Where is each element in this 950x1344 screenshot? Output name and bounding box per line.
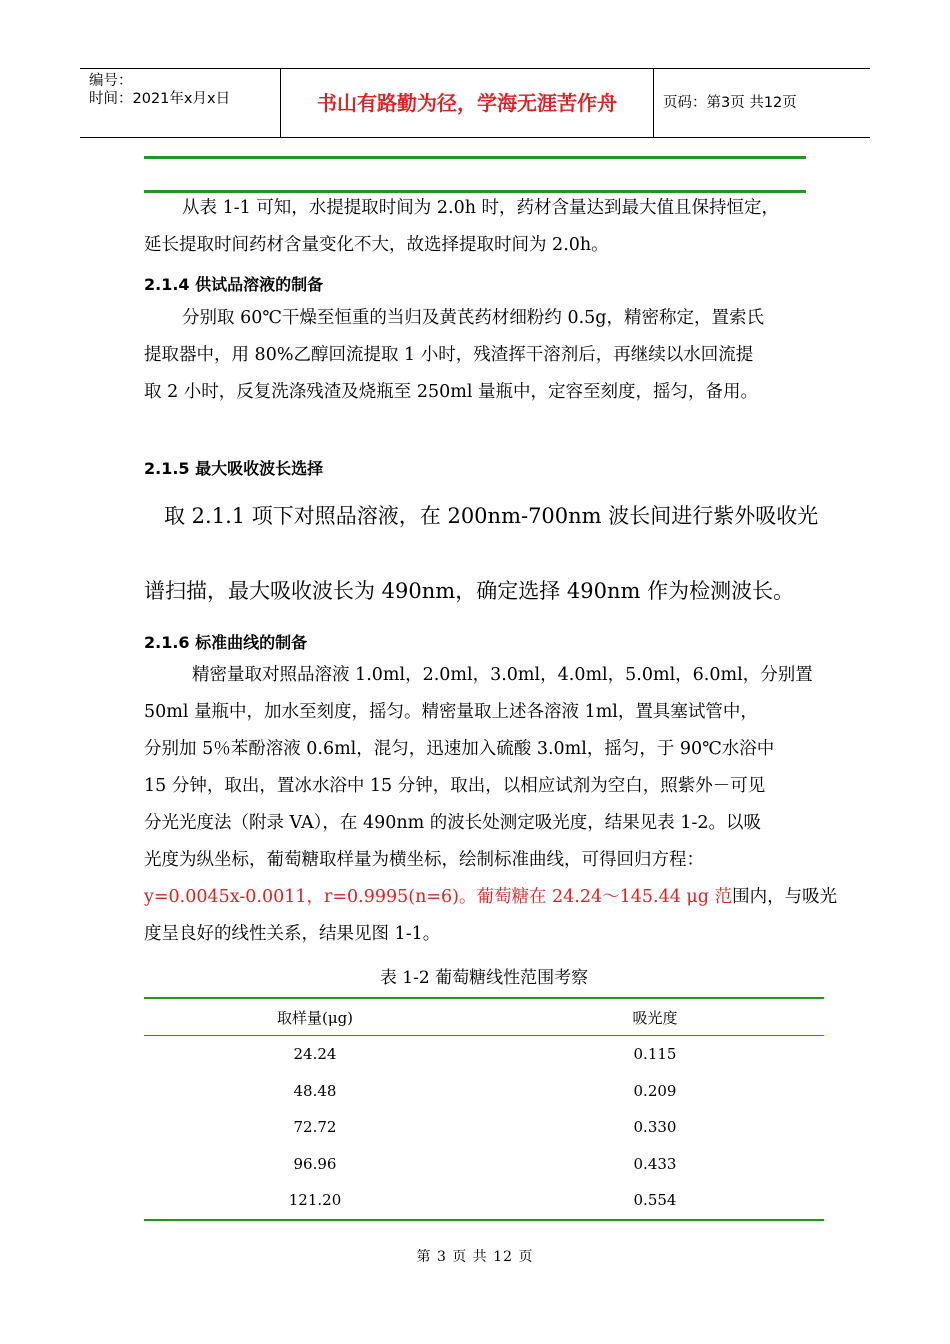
header-meta bbox=[80, 69, 281, 137]
table-cell: 48.48 bbox=[293, 1081, 337, 1100]
table-row bbox=[144, 1109, 824, 1146]
table-cell: 0.209 bbox=[633, 1081, 677, 1100]
table-row bbox=[144, 1146, 824, 1183]
column-header-sample-amount: 取样量(μg) bbox=[144, 998, 486, 1036]
heading-2-1-4: 2.1.4 供试品溶液的制备 bbox=[144, 275, 324, 294]
table-cell: 96.96 bbox=[293, 1154, 337, 1173]
table-cell: 0.115 bbox=[633, 1045, 677, 1064]
page-header bbox=[80, 68, 870, 138]
text-line: 15 分钟，取出，置冰水浴中 15 分钟，取出，以相应试剂为空白，照紫外－可见 bbox=[144, 776, 766, 796]
table-cell: 0.433 bbox=[633, 1154, 677, 1173]
text-line: 度呈良好的线性关系，结果见图 1-1。 bbox=[144, 924, 441, 944]
table-cell: 24.24 bbox=[293, 1045, 337, 1064]
text-fragment: 围内，与吸光 bbox=[732, 887, 838, 907]
text-line: 50ml 量瓶中，加水至刻度，摇匀。精密量取上述各溶液 1ml，置具塞试管中， bbox=[144, 702, 758, 722]
text-line: 分别加 5％苯酚溶液 0.6ml，混匀，迅速加入硫酸 3.0ml，摇匀，于 90℃水浴中 bbox=[144, 739, 775, 759]
regression-equation: y=0.0045x-0.0011，r=0.9995(n=6)。葡萄糖在 24.24～145.44 μg 范 bbox=[144, 887, 733, 907]
glucose-linearity-table bbox=[144, 997, 824, 1221]
table-cell: 121.20 bbox=[144, 1182, 486, 1220]
table-row bbox=[144, 1073, 824, 1110]
text-line bbox=[144, 879, 838, 916]
text-line: 分光光度法（附录 VA），在 490nm 的波长处测定吸光度，结果见表 1-2。以吸 bbox=[144, 813, 762, 833]
text-line-large: 取 2.1.1 项下对照品溶液，在 200nm-700nm 波长间进行紫外吸收光 bbox=[164, 504, 819, 528]
paragraph-sample-prep bbox=[144, 300, 824, 411]
column-header-absorbance: 吸光度 bbox=[486, 998, 824, 1036]
table-row bbox=[144, 1182, 824, 1220]
table-header-row bbox=[144, 998, 824, 1036]
text-line: 延长提取时间药材含量变化不大，故选择提取时间为 2.0h。 bbox=[144, 235, 609, 255]
header-page-info: 页码：第3页 共12页 bbox=[663, 95, 797, 111]
heading-2-1-5: 2.1.5 最大吸收波长选择 bbox=[144, 459, 324, 478]
text-line: 取 2 小时，反复洗涤残渣及烧瓶至 250ml 量瓶中，定容至刻度，摇匀，备用。 bbox=[144, 382, 758, 402]
text-line: 精密量取对照品溶液 1.0ml，2.0ml，3.0ml，4.0ml，5.0ml，6.0ml，分别置 bbox=[192, 665, 813, 685]
green-divider-top bbox=[144, 156, 806, 159]
table-row bbox=[144, 1036, 824, 1073]
table-cell: 0.554 bbox=[486, 1182, 824, 1220]
code-label: 编号： bbox=[89, 73, 133, 89]
page-footer: 第 3 页 共 12 页 bbox=[416, 1249, 534, 1265]
table-cell: 0.330 bbox=[633, 1118, 677, 1137]
table-cell: 72.72 bbox=[293, 1118, 337, 1137]
paragraph-extraction-time bbox=[144, 190, 824, 264]
text-line: 光度为纵坐标，葡萄糖取样量为横坐标，绘制标准曲线，可得回归方程： bbox=[144, 850, 704, 870]
text-line: 从表 1-1 可知，水提提取时间为 2.0h 时，药材含量达到最大值且保持恒定， bbox=[182, 198, 780, 218]
text-line: 提取器中，用 80%乙醇回流提取 1 小时，残渣挥干溶剂后，再继续以水回流提 bbox=[144, 345, 754, 365]
heading-2-1-6: 2.1.6 标准曲线的制备 bbox=[144, 633, 308, 652]
date-label: 时间：2021年x月x日 bbox=[89, 91, 231, 107]
table-caption: 表 1-2 葡萄糖线性范围考察 bbox=[379, 968, 589, 988]
text-line: 分别取 60℃干燥至恒重的当归及黄芪药材细粉约 0.5g，精密称定，置索氏 bbox=[182, 308, 765, 328]
paragraph-standard-curve bbox=[144, 657, 838, 953]
header-motto: 书山有路勤为径，学海无涯苦作舟 bbox=[281, 69, 654, 137]
text-line-large: 谱扫描，最大吸收波长为 490nm，确定选择 490nm 作为检测波长。 bbox=[144, 579, 795, 603]
